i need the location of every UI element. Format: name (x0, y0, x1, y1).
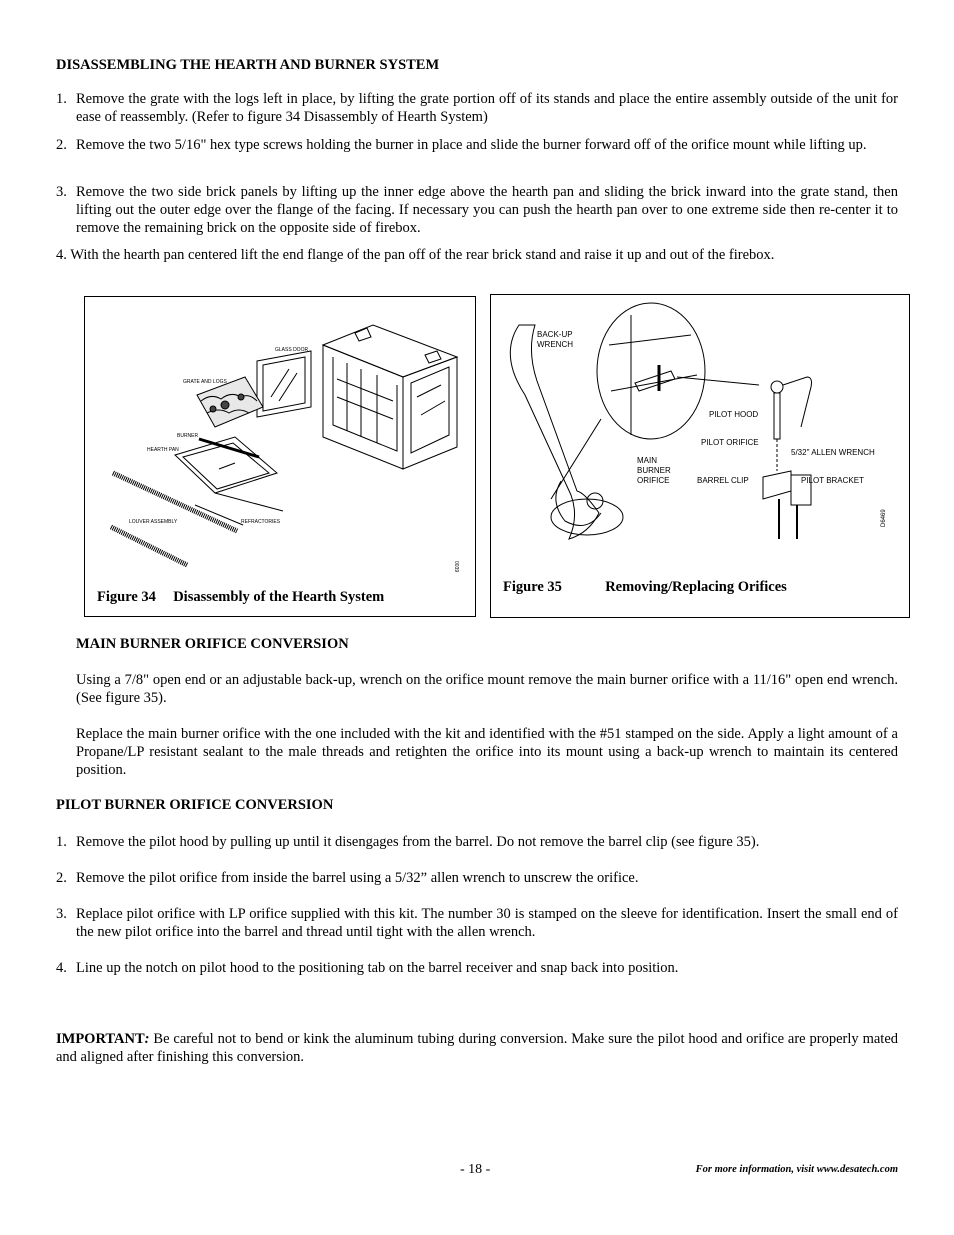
page-number: - 18 - (460, 1162, 491, 1177)
list-text: Remove the two side brick panels by lifting up the inner edge above the hearth pan and sliding the brick inward into the grate stand, then lifting out the outer edge over the flange of the facing. If necessary you can push the hearth pan over to one extreme side then re-center it to remove the remaining brick on the opposite side of firebox. (76, 184, 898, 236)
figure-code: 0039 (453, 561, 459, 573)
fireplace-disassembly-drawing (85, 297, 475, 616)
figure-34-caption (97, 589, 384, 606)
label-hearth-pan: HEARTH PAN (147, 447, 179, 453)
label-pilot-bracket: PILOT BRACKET (801, 476, 864, 485)
list-number: 1. (56, 91, 67, 107)
label-pilot-hood: PILOT HOOD (709, 410, 759, 419)
label-backup-wrench-1: BACK-UP (537, 330, 573, 339)
list-number: 1. (56, 834, 67, 850)
list-number: 2. (56, 137, 67, 153)
label-pilot-orifice: PILOT ORIFICE (701, 438, 759, 447)
list-text: Remove the grate with the logs left in place, by lifting the grate portion off of its stands and place the entire assembly outside of the unit for ease of reassembly. (Refer to figure 34 Disassembly of Hearth System) (76, 91, 898, 125)
list-item (56, 905, 898, 941)
label-grate-logs: GRATE AND LOGS (183, 379, 227, 385)
list-text: Line up the notch on pilot hood to the positioning tab on the barrel receiver and snap back into position. (76, 960, 679, 976)
list-item (56, 136, 898, 154)
section-heading-disassembling: DISASSEMBLING THE HEARTH AND BURNER SYSTEM (56, 57, 440, 73)
label-main-1: MAIN (637, 456, 657, 465)
list-number: 2. (56, 870, 67, 886)
list-item (56, 959, 898, 977)
section-heading-main-burner: MAIN BURNER ORIFICE CONVERSION (76, 636, 349, 652)
list-number: 4. (56, 960, 67, 976)
footer-info: For more information, visit www.desatech.com (695, 1164, 898, 1175)
label-barrel-clip: BARREL CLIP (697, 476, 749, 485)
list-text: Remove the pilot hood by pulling up until it disengages from the barrel. Do not remove the barrel clip (see figure 35). (76, 834, 760, 850)
list-item (56, 246, 898, 264)
important-colon: : (144, 1031, 150, 1047)
figure-35-caption (503, 579, 787, 596)
list-item (56, 833, 898, 851)
paragraph: Using a 7/8" open end or an adjustable back-up, wrench on the orifice mount remove the main burner orifice with a 11/16" open end wrench. (See figure 35). (76, 672, 898, 706)
caption-title: Disassembly of the Hearth System (173, 589, 385, 605)
label-main-2: BURNER (637, 466, 671, 475)
list-text: With the hearth pan centered lift the end flange of the pan off of the rear brick stand and raise it up and out of the firebox. (70, 247, 775, 263)
list-item (56, 90, 898, 126)
list-item (56, 869, 898, 887)
important-note (56, 1030, 898, 1066)
label-glass-door: GLASS DOOR (275, 347, 309, 353)
list-text: Remove the two 5/16" hex type screws holding the burner in place and slide the burner forward off of the orifice mount while lifting up. (76, 137, 867, 153)
label-louver: LOUVER ASSEMBLY (129, 519, 178, 525)
important-text: Be careful not to bend or kink the aluminum tubing during conversion. Make sure the pilot hood and orifice are properly mated and aligned after finishing this conversion. (56, 1031, 899, 1065)
paragraph: Replace the main burner orifice with the one included with the kit and identified with the #51 stamped on the side. Apply a light amount of a Propane/LP resistant sealant to the male threads and retighten the orifice into its mount using a back-up wrench to maintain its centered position. (76, 726, 898, 778)
list-number: 4. (56, 247, 67, 263)
label-burner: BURNER (177, 433, 199, 439)
figure-35 (490, 294, 910, 618)
label-backup-wrench-2: WRENCH (537, 340, 573, 349)
list-text: Remove the pilot orifice from inside the barrel using a 5/32” allen wrench to unscrew the orifice. (76, 870, 639, 886)
list-number: 3. (56, 906, 67, 922)
label-main-3: ORIFICE (637, 476, 670, 485)
list-number: 3. (56, 184, 67, 200)
caption-title: Removing/Replacing Orifices (605, 579, 787, 595)
list-text: Replace pilot orifice with LP orifice supplied with this kit. The number 30 is stamped on the sleeve for identification. Insert the small end of the new pilot orifice into the barrel and thread until tight with the allen wrench. (76, 906, 898, 940)
label-allen-wrench: 5/32" ALLEN WRENCH (791, 448, 875, 457)
caption-number: Figure 34 (97, 589, 156, 605)
section-heading-pilot-burner: PILOT BURNER ORIFICE CONVERSION (56, 797, 334, 813)
caption-number: Figure 35 (503, 579, 562, 595)
label-refractories: REFRACTORIES (241, 519, 281, 525)
figure-code: D6469 (881, 509, 887, 527)
list-item (56, 183, 898, 237)
orifice-replacement-drawing (491, 295, 909, 617)
important-label: IMPORTANT (56, 1031, 145, 1047)
figure-34 (84, 296, 476, 617)
